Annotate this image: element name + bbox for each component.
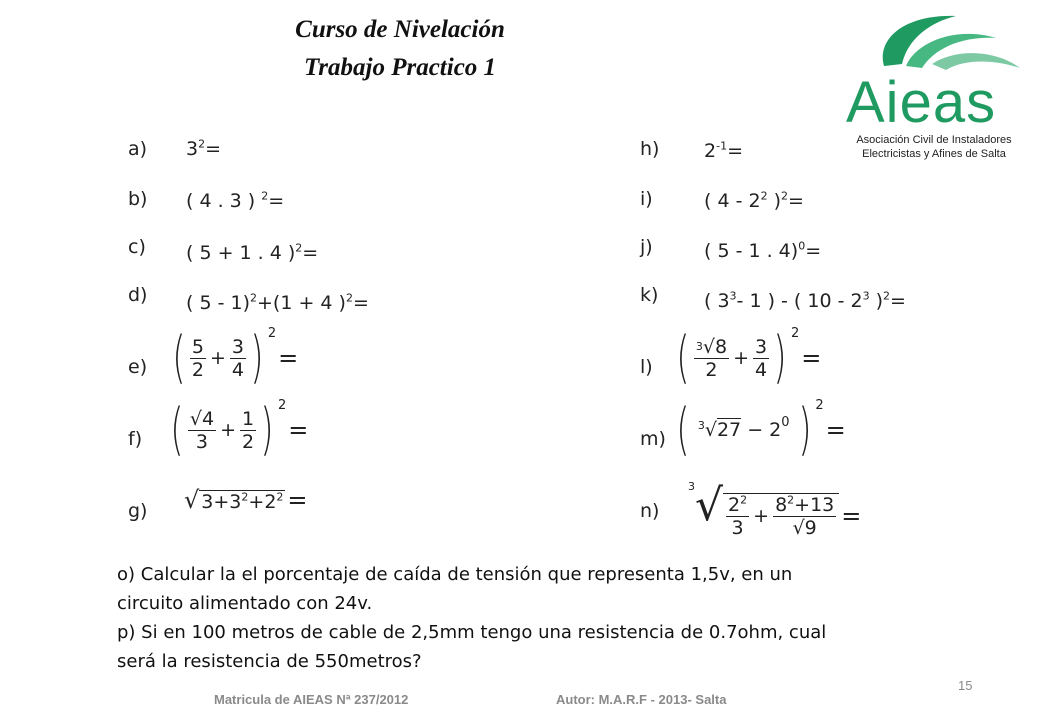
exercise-label-h: h)	[640, 138, 660, 160]
exercise-k: ( $3^3-$ 1 ) - ( $10 - 2^3$ )$^2$=	[704, 289, 906, 312]
exercise-label-m: m)	[640, 428, 666, 450]
exercise-a: $3^2=$	[186, 137, 222, 160]
exercise-l: ( $\frac{^3√8}{2}$ + $\frac{3}{4}$ ) 2=	[676, 325, 822, 390]
exercise-label-n: n)	[640, 500, 660, 522]
exercise-g: √ $3+3^2+2^2$ =	[184, 486, 308, 514]
exercise-n: $^3$√ $\frac{2^2}{3}$ + $\frac{8^2+13}{√9}$ =	[688, 480, 862, 539]
exercise-label-e: e)	[128, 356, 148, 378]
leaf-swoosh-icon	[836, 8, 1032, 78]
word-problems	[117, 560, 857, 676]
exercise-label-g: g)	[128, 500, 148, 522]
logo-wordmark: Aieas	[846, 70, 997, 135]
logo-subtitle-line2: Electricistas y Afines de Salta	[862, 148, 1006, 160]
exercise-h: $2^{-1}=$	[704, 139, 743, 162]
aieas-logo	[836, 8, 1032, 168]
exercise-label-l: l)	[640, 356, 653, 378]
exercise-label-c: c)	[128, 236, 146, 258]
exercise-c: ( 5 + 1 . 4 )$^2$=	[186, 241, 319, 264]
exercise-label-a: a)	[128, 138, 148, 160]
exercise-j: ( 5 - 1 . 4)$^0$=	[704, 239, 822, 262]
problem-p: p) Si en 100 metros de cable de 2,5mm tengo una resistencia de 0.7ohm, cual será la resistencia de 550metros?	[117, 622, 827, 672]
page-number: 15	[958, 678, 973, 693]
page-subtitle: Trabajo Practico 1	[303, 54, 497, 81]
logo-subtitle-line1: Asociación Civil de Instaladores	[856, 134, 1012, 146]
page-title: Curso de Nivelación	[295, 16, 505, 43]
exercise-label-f: f)	[128, 428, 143, 450]
exercise-e: ( $\frac{5}{2}$ + $\frac{3}{4}$ ) 2=	[172, 325, 299, 390]
problem-o: o) Calcular la el porcentaje de caída de tensión que representa 1,5v, en un circuito alimentado con 24v.	[117, 564, 793, 614]
exercise-b: ( 4 . 3 ) $^2$=	[186, 189, 285, 212]
exercise-m: ( $^3$√27 − 20 ) 2=	[676, 397, 846, 462]
footer-author: Autor: M.A.R.F - 2013- Salta	[556, 692, 727, 707]
exercise-d: ( 5 - 1)$^2$+(1 + 4 )$^2$=	[186, 291, 369, 314]
exercise-f: ( $\frac{√4}{3}$ + $\frac{1}{2}$ ) 2=	[170, 397, 309, 462]
exercise-label-j: j)	[640, 236, 653, 258]
exercise-i: ( $4 - 2^2$ )$^2$=	[704, 189, 804, 212]
exercise-label-i: i)	[640, 188, 653, 210]
exercise-label-b: b)	[128, 188, 148, 210]
exercise-label-k: k)	[640, 284, 659, 306]
footer-registration: Matricula de AIEAS Nª 237/2012	[214, 692, 409, 707]
exercise-label-d: d)	[128, 284, 148, 306]
